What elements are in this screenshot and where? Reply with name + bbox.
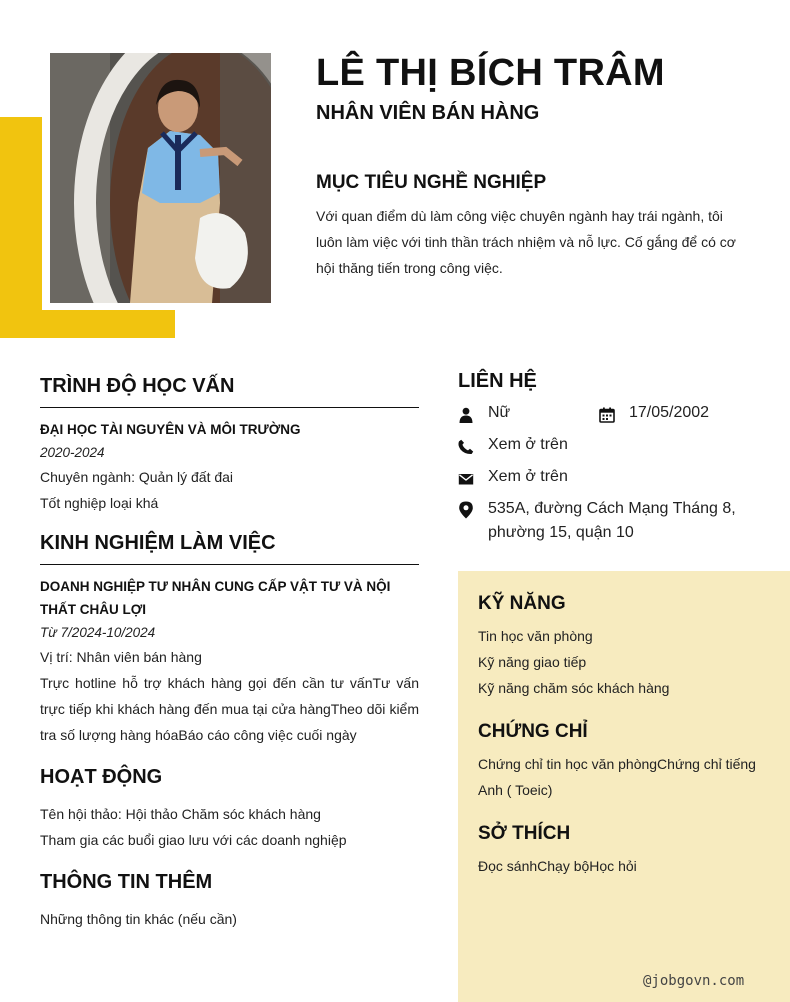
email-value: Xem ở trên <box>488 468 568 485</box>
skill-item: Kỹ năng chăm sóc khách hàng <box>478 680 670 696</box>
experience-divider <box>40 564 419 565</box>
certificates-heading: CHỨNG CHỈ <box>478 721 588 742</box>
profile-photo <box>50 53 271 303</box>
location-pin-icon <box>458 501 474 519</box>
education-divider <box>40 407 419 408</box>
activities-heading: HOẠT ĐỘNG <box>40 766 163 788</box>
company-name: DOANH NGHIỆP TƯ NHÂN CUNG CẤP VẬT TƯ VÀ NỘI THẤT CHÂU LỢI <box>40 579 391 617</box>
additional-info-text: Những thông tin khác (nếu cần) <box>40 911 237 927</box>
gender-value: Nữ <box>488 404 511 421</box>
education-major: Chuyên ngành: Quản lý đất đai <box>40 469 234 485</box>
watermark: @jobgovn.com <box>643 973 745 989</box>
dob-value: 17/05/2002 <box>629 404 710 421</box>
phone-row <box>458 433 790 465</box>
yellow-accent-bar-horizontal <box>0 310 175 338</box>
address-row <box>458 497 790 545</box>
address-value: 535A, đường Cách Mạng Tháng 8, phường 15, quận 10 <box>488 500 736 541</box>
objective-heading: MỤC TIÊU NGHỀ NGHIỆP <box>316 172 547 193</box>
objective-text: Với quan điểm dù làm công việc chuyên ngành hay trái ngành, tôi luôn làm việc với tinh thần trách nhiệm và nỗ lực. Cố gắng để có cơ hội thăng tiến trong công việc. <box>316 208 736 276</box>
activity-item: Tên hội thảo: Hội thảo Chăm sóc khách hàng <box>40 806 321 822</box>
education-section <box>40 375 419 516</box>
gender-dob-row <box>458 401 790 433</box>
hobbies-section <box>478 823 768 879</box>
contact-heading: LIÊN HỆ <box>458 370 537 392</box>
additional-info-section <box>40 871 419 932</box>
certificates-section <box>478 721 768 803</box>
phone-icon <box>458 439 474 455</box>
skills-section <box>478 593 768 701</box>
calendar-icon <box>599 407 615 423</box>
user-icon <box>458 407 474 423</box>
additional-info-heading: THÔNG TIN THÊM <box>40 871 213 893</box>
activities-section <box>40 766 419 853</box>
left-column <box>40 372 419 932</box>
side-panel <box>458 571 790 1002</box>
contact-section <box>458 370 790 545</box>
education-grade: Tốt nghiệp loại khá <box>40 495 159 511</box>
experience-position: Vị trí: Nhân viên bán hàng <box>40 649 202 665</box>
hobbies-heading: SỞ THÍCH <box>478 823 571 844</box>
phone-value: Xem ở trên <box>488 436 568 453</box>
skills-heading: KỸ NĂNG <box>478 593 566 614</box>
job-title: NHÂN VIÊN BÁN HÀNG <box>316 102 540 124</box>
experience-section <box>40 532 419 748</box>
experience-period: Từ 7/2024-10/2024 <box>40 625 156 640</box>
yellow-accent-bar-vertical <box>0 117 42 338</box>
experience-description: Trực hotline hỗ trợ khách hàng gọi đến cần tư vấnTư vấn trực tiếp khi khách hàng đến mua tại cửa hàngTheo dõi kiểm tra số lượng hàng hóaBáo cáo công việc cuối ngày <box>40 675 419 743</box>
education-period: 2020-2024 <box>40 445 105 460</box>
education-heading: TRÌNH ĐỘ HỌC VẤN <box>40 375 235 397</box>
experience-heading: KINH NGHIỆM LÀM VIỆC <box>40 532 276 554</box>
skill-item: Tin học văn phòng <box>478 628 593 644</box>
email-row <box>458 465 790 497</box>
mail-icon <box>458 471 474 487</box>
skill-item: Kỹ năng giao tiếp <box>478 654 587 670</box>
certificates-text: Chứng chỉ tin học văn phòngChứng chỉ tiếng Anh ( Toeic) <box>478 756 756 798</box>
candidate-name: LÊ THỊ BÍCH TRÂM <box>316 52 665 94</box>
activity-item: Tham gia các buổi giao lưu với các doanh nghiệp <box>40 832 347 848</box>
school-name: ĐẠI HỌC TÀI NGUYÊN VÀ MÔI TRƯỜNG <box>40 422 301 437</box>
hobbies-text: Đọc sánhChạy bộHọc hỏi <box>478 858 637 874</box>
